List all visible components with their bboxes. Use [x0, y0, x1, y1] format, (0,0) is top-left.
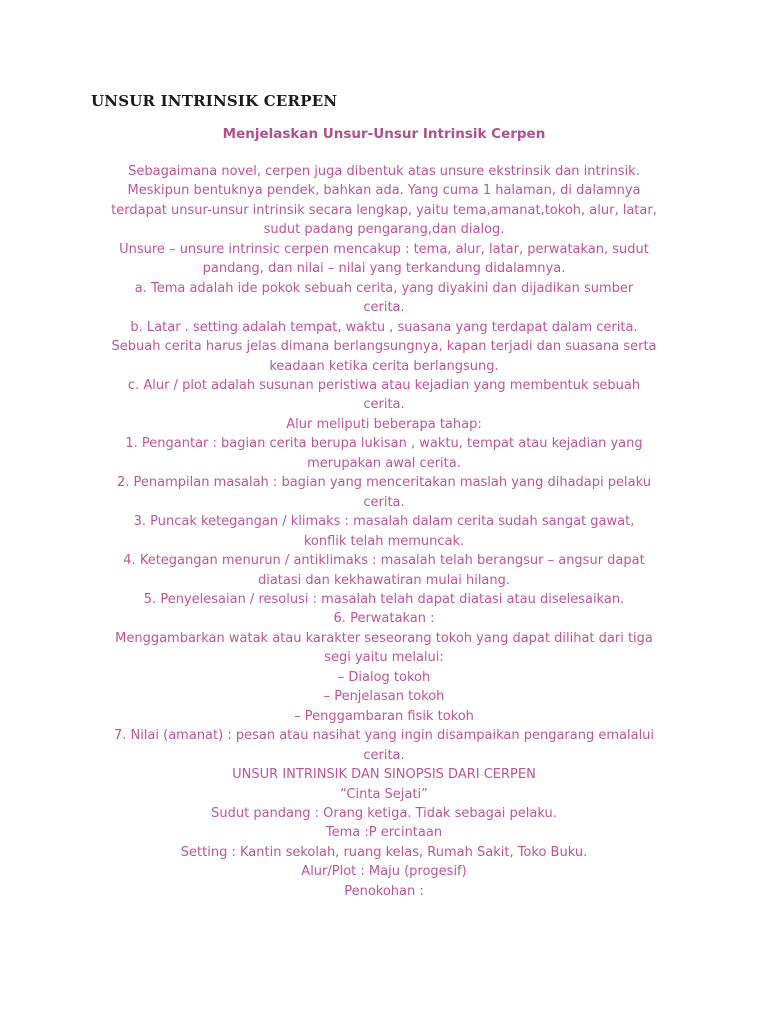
body-line: cerita. [363, 300, 405, 316]
body-line: 6. Perwatakan : [333, 611, 435, 627]
body-line: cerita. [363, 397, 405, 413]
body-line: Sudut pandang : Orang ketiga. Tidak sebagai pelaku. [211, 805, 557, 821]
body-line: – Penjelasan tokoh [323, 689, 445, 705]
body-line: 7. Nilai (amanat) : pesan atau nasihat yang ingin disampaikan pengarang emalalui [113, 728, 655, 744]
body-line: Alur/Plot : Maju (progesif) [301, 864, 467, 880]
body-line: Alur meliputi beberapa tahap: [286, 416, 482, 432]
body-line: b. Latar . setting adalah tempat, waktu , suasana yang terdapat dalam cerita. [130, 319, 638, 335]
body-line: pandang, dan nilai – nilai yang terkandung didalamnya. [202, 261, 566, 277]
body-line: Meskipun bentuknya pendek, bahkan ada. Yang cuma 1 halaman, di dalamnya [127, 183, 641, 199]
body-line: – Penggambaran fisik tokoh [294, 708, 474, 724]
body-line: 1. Pengantar : bagian cerita berupa lukisan , waktu, tempat atau kejadian yang [125, 436, 643, 452]
body-line: segi yaitu melalui: [324, 650, 444, 666]
body-line: cerita. [363, 747, 405, 763]
body-line: Unsure – unsure intrinsic cerpen mencakup : tema, alur, latar, perwatakan, sudut [119, 241, 649, 257]
body-line: Tema :P ercintaan [325, 825, 443, 841]
body-line: – Dialog tokoh [337, 669, 431, 685]
body-line: sudut padang pengarang,dan dialog. [263, 222, 505, 238]
body-line: terdapat unsur-unsur intrinsik secara lengkap, yaitu tema,amanat,tokoh, alur, latar, [111, 202, 657, 218]
body-line: keadaan ketika cerita berlangsung. [269, 358, 499, 374]
body-line: Menggambarkan watak atau karakter seseorang tokoh yang dapat dilihat dari tiga [115, 630, 653, 646]
page-title: UNSUR INTRINSIK CERPEN [91, 92, 338, 110]
body-line: merupakan awal cerita. [307, 455, 461, 471]
body-line: konflik telah memuncak. [303, 533, 465, 549]
body-line: 3. Puncak ketegangan / klimaks : masalah dalam cerita sudah sangat gawat, [133, 514, 635, 530]
body-line: 2. Penampilan masalah : bagian yang menceritakan maslah yang dihadapi pelaku [117, 475, 651, 491]
page-subtitle: Menjelaskan Unsur-Unsur Intrinsik Cerpen [222, 126, 546, 142]
body-text [96, 162, 672, 901]
body-line: Setting : Kantin sekolah, ruang kelas, Rumah Sakit, Toko Buku. [180, 844, 588, 860]
body-line: a. Tema adalah ide pokok sebuah cerita, yang diyakini dan dijadikan sumber [134, 280, 634, 296]
body-line: 4. Ketegangan menurun / antiklimaks : masalah telah berangsur – angsur dapat [123, 553, 645, 569]
body-line: c. Alur / plot adalah susunan peristiwa atau kejadian yang membentuk sebuah [127, 377, 641, 393]
body-line: diatasi dan kekhawatiran mulai hilang. [257, 572, 511, 588]
body-line: Penokohan : [344, 883, 424, 899]
body-line: “Cinta Sejati” [340, 786, 428, 802]
body-line: 5. Penyelesaian / resolusi : masalah telah dapat diatasi atau diselesaikan. [143, 591, 625, 607]
body-line: cerita. [363, 494, 405, 510]
body-line: Sebuah cerita harus jelas dimana berlangsungnya, kapan terjadi dan suasana serta [111, 339, 657, 355]
body-line: UNSUR INTRINSIK DAN SINOPSIS DARI CERPEN [232, 767, 536, 783]
body-line: Sebagaimana novel, cerpen juga dibentuk atas unsure ekstrinsik dan intrinsik. [128, 164, 640, 179]
